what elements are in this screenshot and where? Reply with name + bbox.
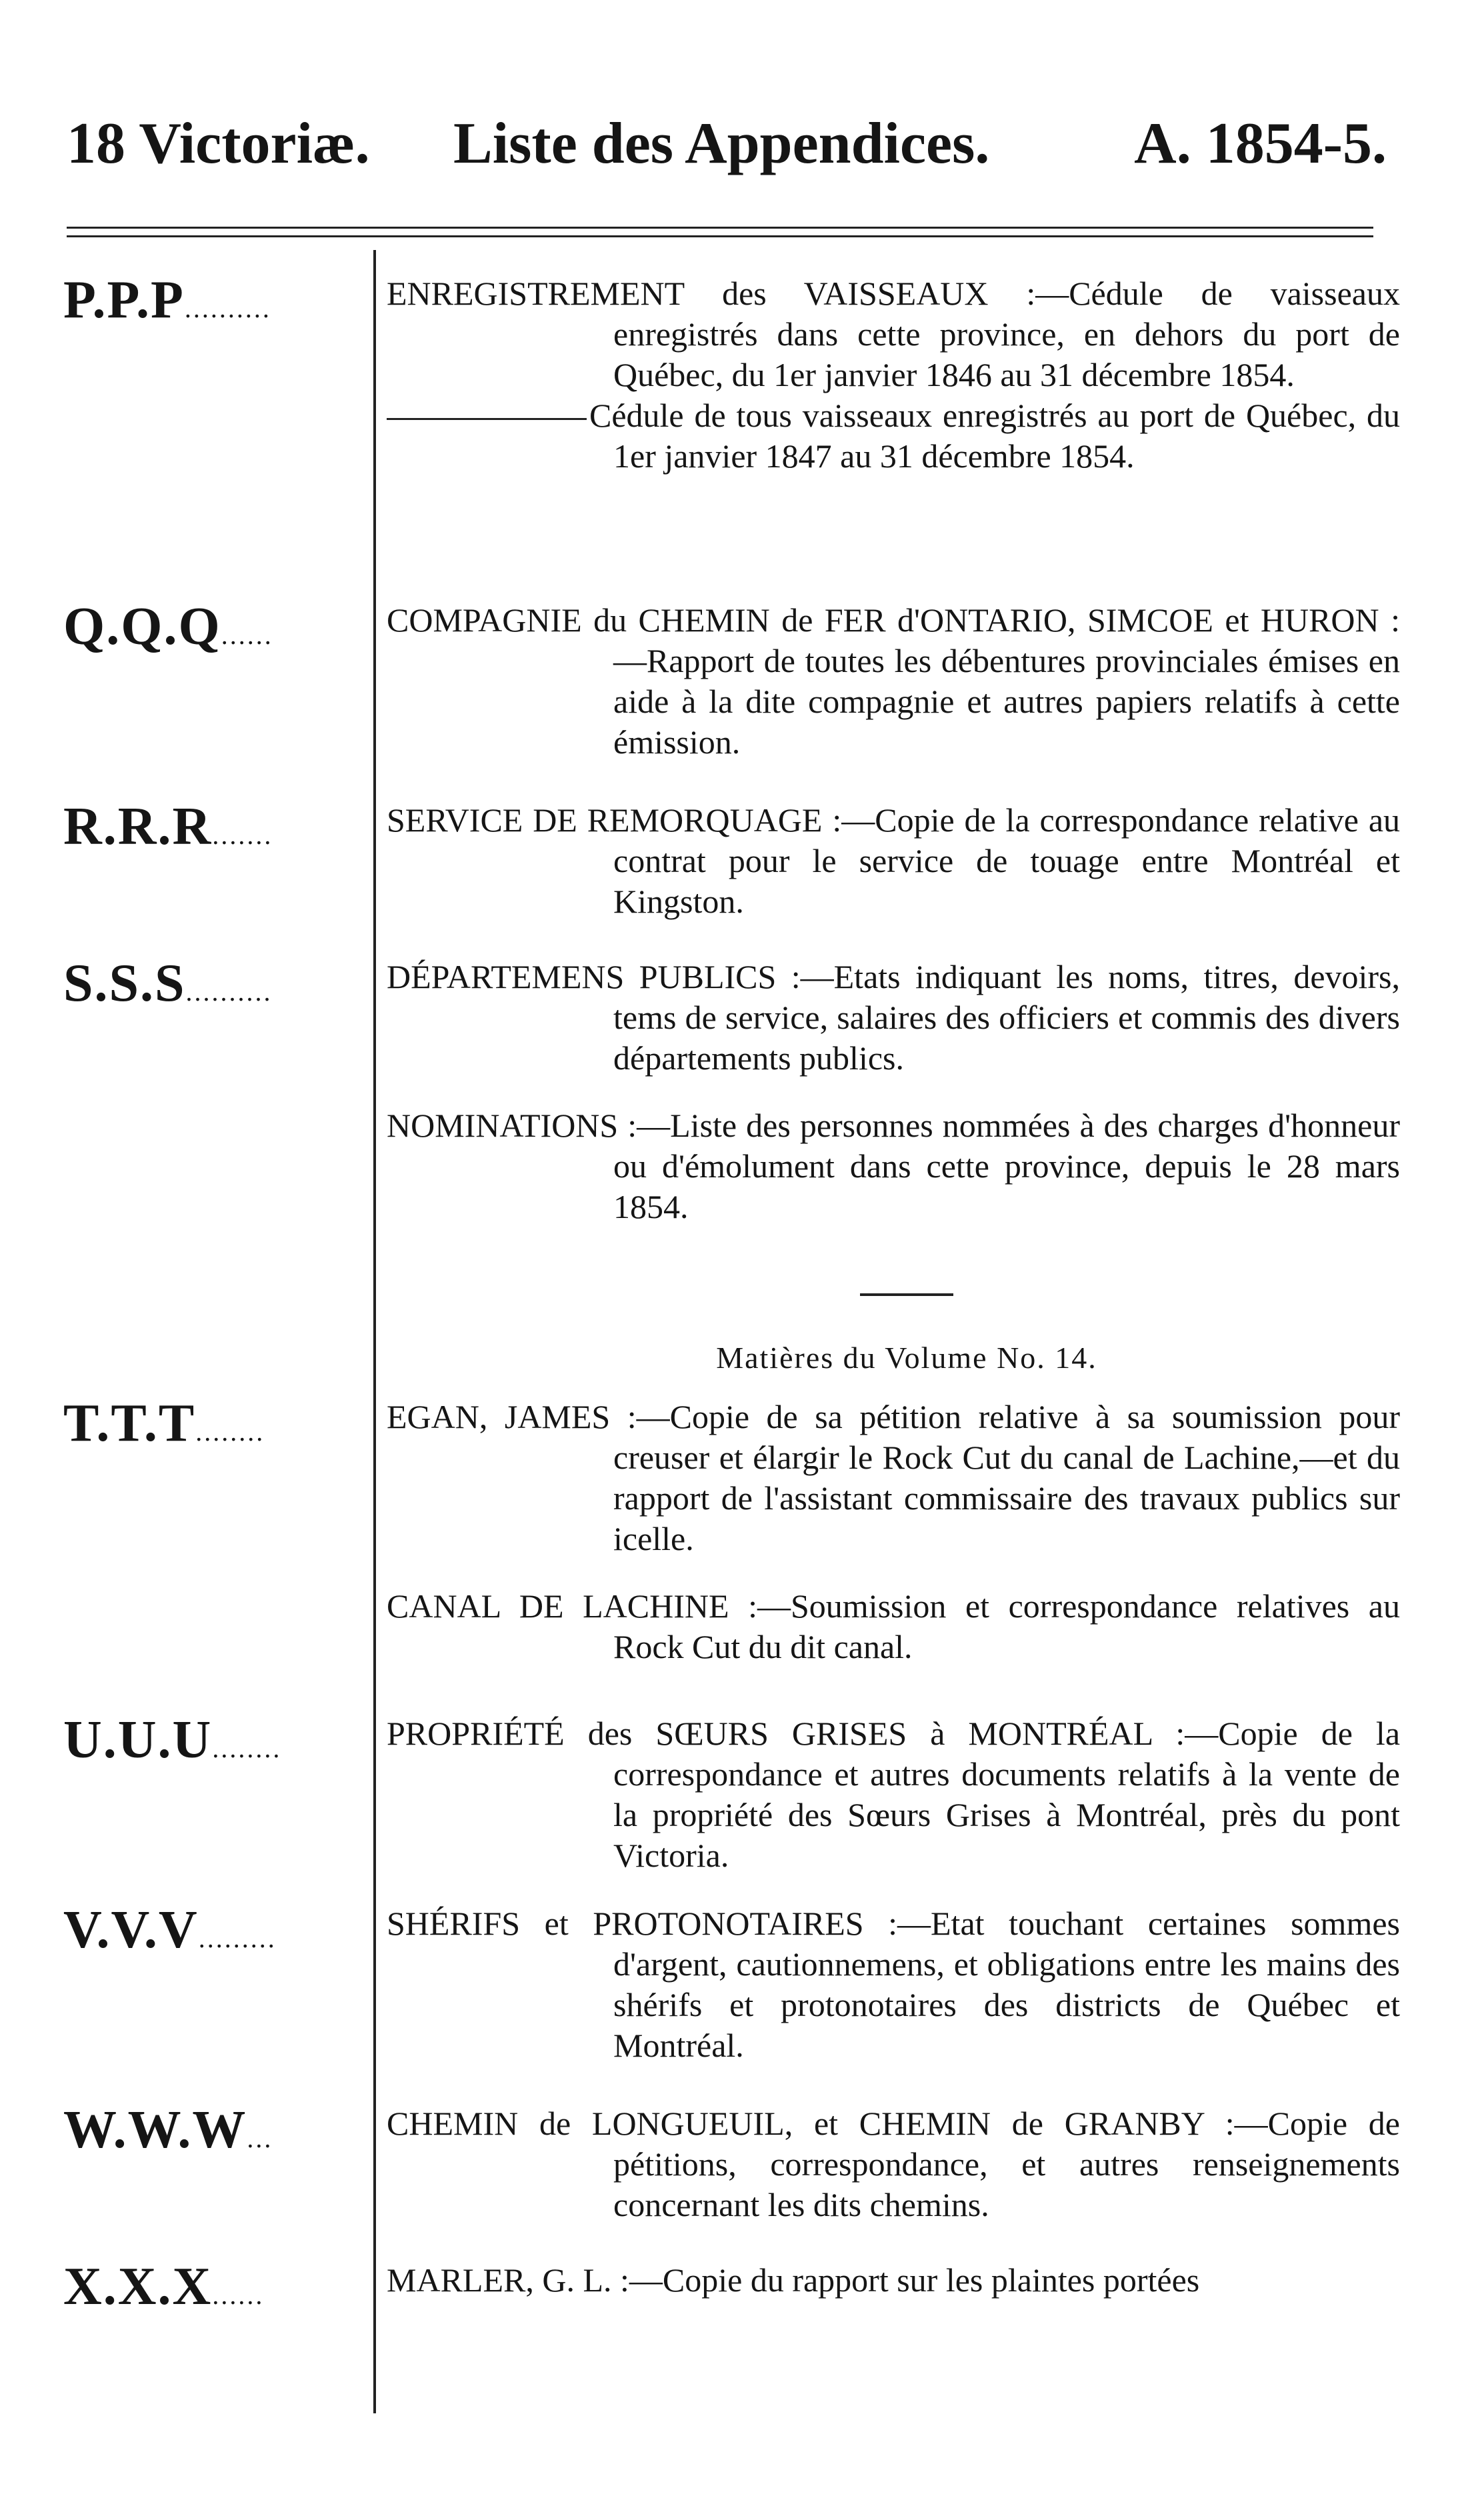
header-session: 18 Victoriæ.: [67, 111, 370, 176]
appendix-label: Q.Q.Q......: [63, 600, 273, 656]
appendix-label: S.S.S..........: [63, 957, 273, 1013]
appendix-description: EGAN, JAMES :—Copie de sa pétition relative à sa soumission pour creuser et élargir le Rock Cut du canal de Lachine,—et du rapport de l'assistant commissaire des travaux publics sur icelle. CANAL DE LACHINE :—Soumission et correspondance relatives au Rock Cut du dit canal.: [387, 1398, 1401, 1665]
appendix-label: U.U.U........: [63, 1713, 282, 1769]
header-year: A. 1854-5.: [1134, 111, 1387, 176]
appendix-description: DÉPARTEMENS PUBLICS :—Etats indiquant les noms, titres, devoirs, tems de service, salaires des officiers et commis des divers départements publics. NOMINATIONS :—Liste des personnes nommées à des charges d'honneur ou d'émolument dans cette province, depuis le 28 mars 1854.: [387, 958, 1401, 1225]
appendix-description: MARLER, G. L. :—Copie du rapport sur les plaintes portées: [387, 2261, 1200, 2299]
appendix-description: CHEMIN de LONGUEUIL, et CHEMIN de GRANBY :—Copie de pétitions, correspondance, et autres renseignements concernant les dits chemins.: [387, 2105, 1400, 2223]
appendix-label: X.X.X......: [63, 2260, 265, 2316]
header-rule-bottom: [67, 235, 1373, 237]
appendix-description: ENREGISTREMENT des VAISSEAUX :—Cédule de vaisseaux enregistrés dans cette province, en dehors du port de Québec, du 1er janvier 1846 au 31 décembre 1854. Cédule de tous vaisseaux enregistrés au port de Québec, du 1er janvier 1847 au 31 décembre 1854.: [387, 275, 1400, 475]
appendix-description: SERVICE DE REMORQUAGE :—Copie de la correspondance relative au contrat pour le service de touage entre Montréal et Kingston.: [387, 801, 1401, 920]
ditto-dash: [387, 418, 587, 420]
appendix-description: SHÉRIFS et PROTONOTAIRES :—Etat touchant certaines sommes d'argent, cautionnemens, et obligations entre les mains des shérifs et protonotaires des districts de Québec et Montréal.: [387, 1905, 1400, 2064]
appendix-label: W.W.W...: [63, 2103, 273, 2159]
appendix-description: COMPAGNIE du CHEMIN de FER d'ONTARIO, SIMCOE et HURON :—Rapport de toutes les débentures provinciales émises en aide à la dite compagnie et autres papiers relatifs à cette émission.: [387, 601, 1400, 761]
header-title: Liste des Appendices.: [453, 111, 990, 176]
column-divider: [373, 250, 376, 2413]
appendix-label: V.V.V.........: [63, 1903, 277, 1959]
appendix-description: PROPRIÉTÉ des SŒURS GRISES à MONTRÉAL :—Copie de la correspondance et autres documents relatifs à la vente de la propriété des Sœurs Grises à Montréal, près du pont Victoria.: [387, 1715, 1401, 1874]
page-header: [67, 110, 1387, 183]
section-heading: Matières du Volume No. 14.: [716, 1341, 1097, 1375]
appendix-label: P.P.P..........: [63, 273, 271, 329]
appendix-label: R.R.R.......: [63, 800, 273, 856]
appendix-label: T.T.T........: [63, 1397, 265, 1453]
section-divider: [860, 1293, 953, 1296]
header-rule-top: [67, 227, 1373, 229]
